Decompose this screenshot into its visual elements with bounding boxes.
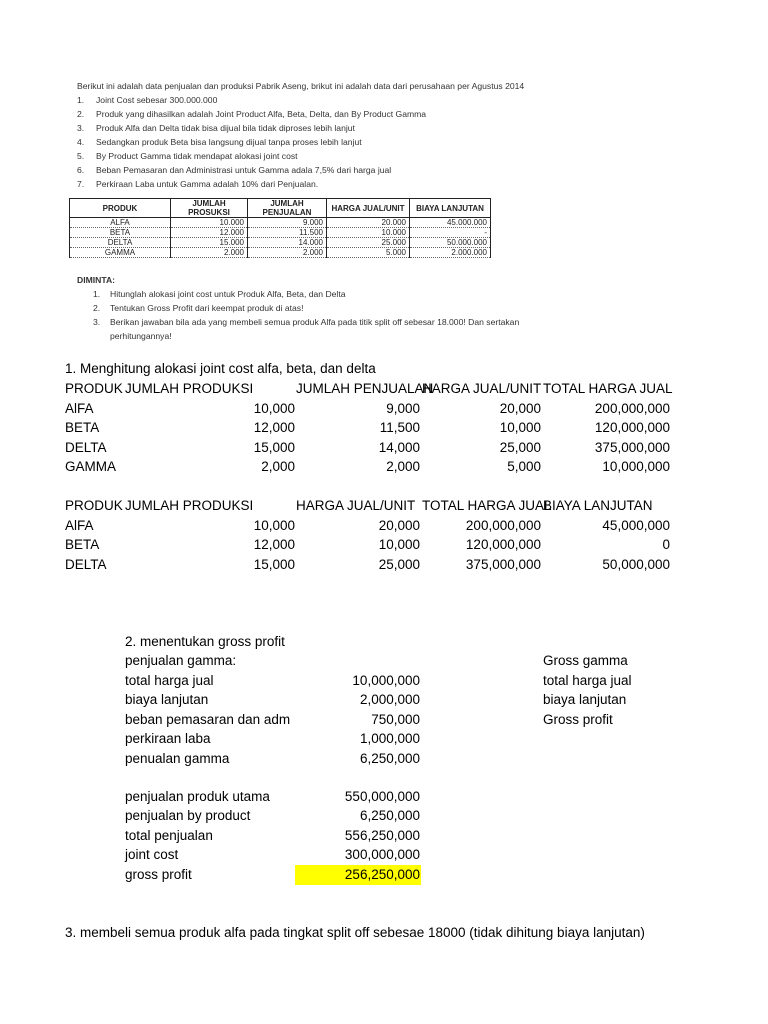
s1-cell: 2,000 [261, 459, 295, 474]
diminta-item-text: Tentukan Gross Profit dari keempat produk di atas! [110, 303, 304, 313]
cell: 20.000 [327, 218, 410, 228]
s1-cell: DELTA [65, 440, 107, 455]
s2-label: perkiraan laba [125, 731, 211, 746]
s2-value: 2,000,000 [359, 692, 420, 707]
s2-value: 550,000,000 [344, 789, 420, 804]
s1-cell: 10,000,000 [602, 459, 670, 474]
s1-col-header-2: JUMLAH PRODUKSI [125, 498, 254, 513]
s1-cell: 12,000 [253, 420, 295, 435]
source-data-table [69, 198, 491, 258]
cell: BETA [70, 228, 171, 238]
table-row [70, 228, 491, 238]
s1-col-header-2: HARGA JUAL/UNIT [296, 498, 416, 513]
s1-cell-2: 50,000,000 [602, 557, 670, 572]
s1-cell-2: 45,000,000 [602, 518, 670, 533]
s1-cell-2: 120,000,000 [465, 537, 541, 552]
s1-cell: 9,000 [386, 401, 420, 416]
cell: 2.000.000 [410, 248, 491, 258]
s1-cell: 11,500 [379, 420, 420, 435]
s1-col-header: TOTAL HARGA JUAL [543, 381, 673, 396]
gross-profit-label: gross profit [125, 867, 192, 882]
s1-col-header: JUMLAH PENJUALAN [296, 381, 434, 396]
s2-label: penualan gamma [125, 751, 230, 766]
cell: 14.000 [248, 238, 327, 248]
cell: 5.000 [327, 248, 410, 258]
s1-cell: GAMMA [65, 459, 117, 474]
s2-value: 1,000,000 [359, 731, 420, 746]
s1-cell: 20,000 [499, 401, 541, 416]
cell: 2.000 [248, 248, 327, 258]
s2-value: 10,000,000 [352, 673, 420, 688]
cell: 11.500 [248, 228, 327, 238]
s1-col-header-2: TOTAL HARGA JUAL [422, 498, 552, 513]
s2-label: penjualan by product [125, 808, 251, 823]
s1-cell: 15,000 [253, 440, 295, 455]
s1-cell-2: BETA [65, 537, 100, 552]
cell: 12.000 [171, 228, 248, 238]
s1-cell: 10,000 [253, 401, 295, 416]
s2-label: joint cost [125, 847, 179, 862]
s1-cell-2: 12,000 [253, 537, 295, 552]
col-header: BIAYA LANJUTAN [410, 199, 491, 218]
s1-cell-2: AlFA [65, 518, 94, 533]
cell: 25.000 [327, 238, 410, 248]
s1-cell-2: 10,000 [378, 537, 420, 552]
side-note: total harga jual [543, 673, 632, 688]
col-header: PRODUK [70, 199, 171, 218]
cell: - [410, 228, 491, 238]
col-header: HARGA JUAL/UNIT [327, 199, 410, 218]
side-note: biaya lanjutan [543, 692, 627, 707]
cell: ALFA [70, 218, 171, 228]
intro-heading: Berikut ini adalah data penjualan dan produksi Pabrik Aseng, brikut ini adalah data dari perusahaan per Agustus 2014 [77, 81, 525, 91]
s1-cell-2: 200,000,000 [465, 518, 541, 533]
diminta-item-text: perhitungannya! [110, 331, 172, 341]
cell: 15.000 [171, 238, 248, 248]
col-header: JUMLAH PENJUALAN [248, 199, 327, 218]
s1-cell: 14,000 [378, 440, 420, 455]
s2-value: 556,250,000 [344, 828, 420, 843]
s1-cell-2: 10,000 [253, 518, 295, 533]
diminta-item-text: Hitunglah alokasi joint cost untuk Produk Alfa, Beta, dan Delta [110, 289, 346, 299]
side-note: Gross profit [543, 712, 613, 727]
s1-cell-2: 0 [662, 537, 670, 552]
col-header: JUMLAH PROSUKSI [171, 199, 248, 218]
s1-cell: 5,000 [507, 459, 541, 474]
s2-label: total penjualan [125, 828, 213, 843]
s1-cell: 25,000 [499, 440, 541, 455]
s1-cell: 200,000,000 [594, 401, 670, 416]
s1-cell-2: 15,000 [253, 557, 295, 572]
s1-cell-2: 375,000,000 [465, 557, 541, 572]
s2-label: biaya lanjutan [125, 692, 209, 707]
table-header-row [70, 199, 491, 218]
s1-cell: AlFA [65, 401, 94, 416]
diminta-item: 1. [93, 289, 101, 299]
diminta-title: DIMINTA: [77, 275, 116, 285]
cell: 50.000.000 [410, 238, 491, 248]
gross-profit-value: 256,250,000 [344, 867, 420, 882]
cell: 10.000 [327, 228, 410, 238]
cell: 2.000 [171, 248, 248, 258]
section1-title: 1. Menghitung alokasi joint cost alfa, beta, dan delta [65, 361, 376, 376]
s1-col-header: HARGA JUAL/UNIT [422, 381, 542, 396]
table-row [70, 238, 491, 248]
section3-title: 3. membeli semua produk alfa pada tingkat split off sebesae 18000 (tidak dihitung biaya lanjutan) [65, 925, 645, 940]
s1-col-header-2: PRODUK [65, 498, 123, 513]
s1-col-header-2: BIAYA LANJUTAN [543, 498, 653, 513]
table-row [70, 218, 491, 228]
s1-cell: 120,000,000 [594, 420, 670, 435]
section2-title: 2. menentukan gross profit [125, 634, 285, 649]
s2-value: 6,250,000 [359, 751, 420, 766]
diminta-item-text: Berikan jawaban bila ada yang membeli semua produk Alfa pada titik split off sebesar 18.000! Dan sertakan [110, 317, 520, 327]
s1-cell-2: 20,000 [378, 518, 420, 533]
table-row [70, 248, 491, 258]
s2-value: 750,000 [371, 712, 420, 727]
s2-label: penjualan produk utama [125, 789, 270, 804]
cell: 45.000.000 [410, 218, 491, 228]
diminta-item: 2. [93, 303, 101, 313]
s2-label: total harga jual [125, 673, 214, 688]
cell: 9.000 [248, 218, 327, 228]
side-note: Gross gamma [543, 653, 628, 668]
s1-cell: 10,000 [499, 420, 541, 435]
s2-value: 300,000,000 [344, 847, 420, 862]
cell: GAMMA [70, 248, 171, 258]
s1-col-header: JUMLAH PRODUKSI [125, 381, 254, 396]
cell: 10.000 [171, 218, 248, 228]
section2-subtitle: penjualan gamma: [125, 653, 237, 668]
s1-cell: 375,000,000 [594, 440, 670, 455]
s1-cell-2: DELTA [65, 557, 107, 572]
s1-col-header: PRODUK [65, 381, 123, 396]
cell: DELTA [70, 238, 171, 248]
s1-cell-2: 25,000 [378, 557, 420, 572]
s1-cell: 2,000 [386, 459, 420, 474]
diminta-item: 3. [93, 317, 101, 327]
s2-label: beban pemasaran dan adm [125, 712, 291, 727]
s2-value: 6,250,000 [359, 808, 420, 823]
s1-cell: BETA [65, 420, 100, 435]
